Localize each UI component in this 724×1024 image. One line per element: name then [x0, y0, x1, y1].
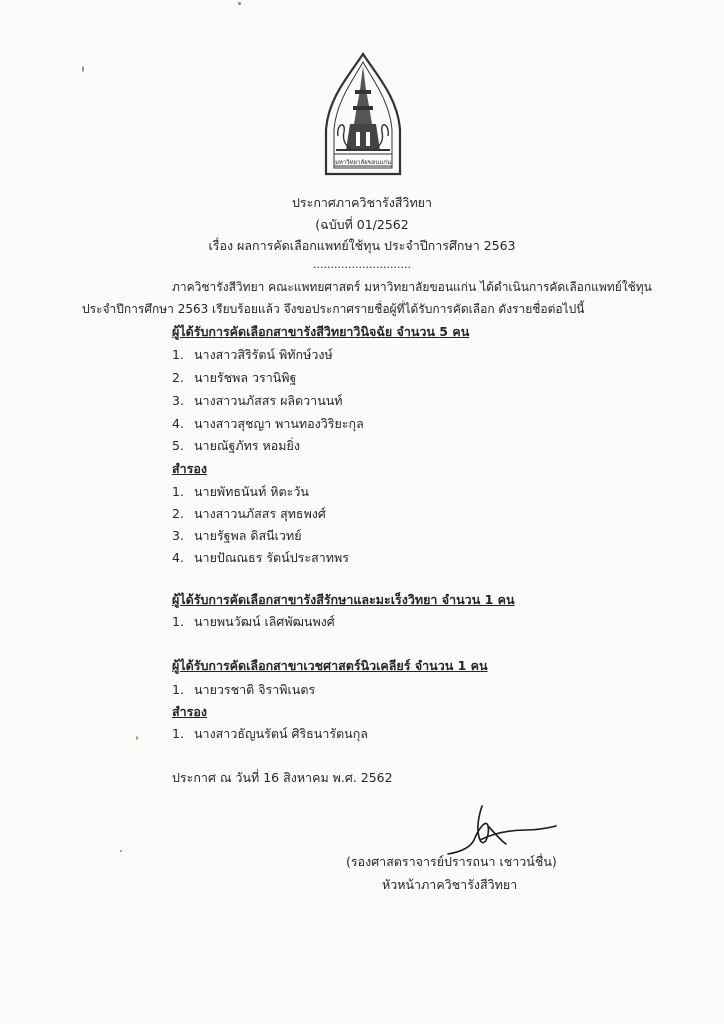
list-item: 3. นางสาวนภัสสร ผลิตวานนท์	[172, 393, 343, 408]
list-item: 4. นางสาวสุชญา พานทองวิริยะกุล	[172, 416, 364, 431]
intro-paragraph	[82, 276, 652, 320]
scan-speck	[136, 736, 138, 740]
list-item: 2. นายรัชพล วรานิพิฐ	[172, 370, 297, 385]
handwritten-signature	[430, 800, 560, 860]
reserve-label: สำรอง	[172, 461, 207, 476]
section-heading-nuclear-medicine: ผู้ได้รับการคัดเลือกสาขาเวชศาสตร์นิวเคลียร์ จำนวน 1 คน	[172, 658, 488, 673]
intro-line-2: ประจำปีการศึกษา 2563 เรียบร้อยแล้ว จึงขอประกาศรายชื่อผู้ที่ได้รับการคัดเลือก ดังรายชื่อต่อไปนี้	[82, 302, 585, 316]
reserve-item: 1. นายพัทธนันท์ หิตะวัน	[172, 484, 309, 499]
title-divider-dots: ............................	[313, 258, 411, 271]
seal-text: มหาวิทยาลัยขอนแก่น	[334, 159, 392, 166]
reserve-item: 3. นายรัฐพล ดิสนีเวทย์	[172, 528, 302, 543]
reserve-item: 2. นางสาวนภัสสร สุทธพงศ์	[172, 506, 326, 521]
scan-speck	[120, 850, 122, 852]
scan-speck	[238, 2, 241, 5]
reserve-label: สำรอง	[172, 704, 207, 719]
signatory-position: หัวหน้าภาควิชารังสีวิทยา	[382, 877, 518, 892]
document-subject: เรื่อง ผลการคัดเลือกแพทย์ใช้ทุน ประจำปีการศึกษา 2563	[208, 238, 516, 253]
reserve-item: 4. นายปัณณธร รัตน์ประสาทพร	[172, 550, 349, 565]
document-number: (ฉบับที่ 01/2562	[315, 217, 409, 232]
section-heading-diagnostic: ผู้ได้รับการคัดเลือกสาขารังสีวิทยาวินิจฉัย จำนวน 5 คน	[172, 324, 470, 339]
document-title: ประกาศภาควิชารังสีวิทยา	[291, 195, 433, 210]
scan-speck	[82, 66, 84, 72]
list-item: 5. นายณัฐภัทร หอมยิ่ง	[172, 438, 300, 453]
signatory-name: (รองศาสตราจารย์ปรารถนา เชาวน์ชื่น)	[346, 854, 557, 869]
list-item: 1. นางสาวสิริรัตน์ พิทักษ์วงษ์	[172, 347, 333, 362]
list-item: 1. นายวรชาติ จิราพิเนตร	[172, 682, 316, 697]
intro-line-1: ภาควิชารังสีวิทยา คณะแพทยศาสตร์ มหาวิทยาลัยขอนแก่น ได้ดำเนินการคัดเลือกแพทย์ใช้ทุน	[172, 280, 652, 294]
list-item: 1. นายพนวัฒน์ เลิศพัฒนพงศ์	[172, 614, 335, 629]
announcement-date: ประกาศ ณ วันที่ 16 สิงหาคม พ.ศ. 2562	[172, 770, 393, 785]
reserve-item: 1. นางสาวธัญนรัตน์ ศิริธนารัตนกุล	[172, 726, 368, 741]
section-heading-radiation-oncology: ผู้ได้รับการคัดเลือกสาขารังสีรักษาและมะเร็งวิทยา จำนวน 1 คน	[172, 592, 515, 607]
